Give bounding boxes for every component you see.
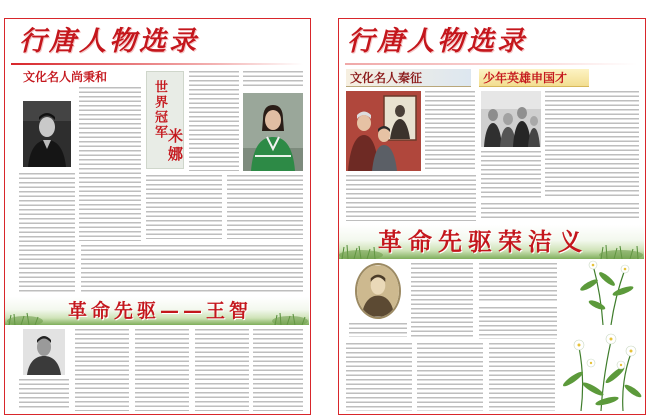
champion-photo	[243, 93, 303, 171]
champion-label: 世界冠军	[152, 80, 167, 140]
body-text-block	[479, 307, 557, 339]
left-page	[4, 18, 311, 415]
section-banner	[339, 225, 644, 259]
portrait-photo	[23, 329, 65, 375]
body-text-block	[346, 175, 476, 221]
body-text-block	[489, 343, 555, 411]
banner-title: 革命先驱荣洁义	[378, 227, 588, 256]
body-text-block	[481, 203, 639, 221]
body-text-block	[19, 173, 75, 293]
body-text-block	[411, 263, 473, 339]
section-heading-culture: 文化名人秦征	[346, 69, 471, 87]
section-heading: 文化名人尚秉和	[23, 70, 108, 84]
body-text-block	[135, 329, 189, 411]
body-text-block	[189, 71, 239, 171]
section-banner	[5, 297, 309, 325]
body-text-block	[75, 329, 129, 411]
photo-caption-block	[349, 323, 407, 337]
group-photo	[481, 91, 541, 147]
body-text-block	[79, 87, 141, 241]
banner-title: 革命先驱——王智	[67, 300, 252, 322]
section-heading-youth: 少年英雄申国才	[479, 69, 589, 87]
flower-decoration	[561, 319, 643, 411]
page-title: 行唐人物选录	[19, 26, 199, 57]
portrait-photo	[355, 263, 401, 319]
body-text-block	[346, 343, 412, 411]
champion-box	[146, 71, 184, 169]
body-text-block	[425, 91, 475, 171]
body-text-block	[481, 151, 541, 199]
champion-name: 米娜	[166, 128, 184, 164]
body-text-block	[81, 245, 303, 293]
body-text-block	[479, 263, 557, 303]
body-text-block	[19, 379, 69, 409]
body-text-block	[227, 175, 303, 239]
page-title: 行唐人物选录	[347, 26, 527, 57]
plant-decoration	[563, 255, 643, 325]
body-text-block	[253, 329, 303, 411]
body-text-block	[146, 175, 222, 239]
body-text-block	[195, 329, 249, 411]
title-rule	[11, 63, 303, 65]
portrait-photo	[23, 101, 71, 167]
couple-photo	[346, 91, 421, 171]
body-text-block	[417, 343, 483, 411]
body-text-block	[243, 71, 303, 89]
body-text-block	[545, 91, 639, 199]
right-page	[338, 18, 646, 415]
title-rule	[345, 63, 637, 65]
